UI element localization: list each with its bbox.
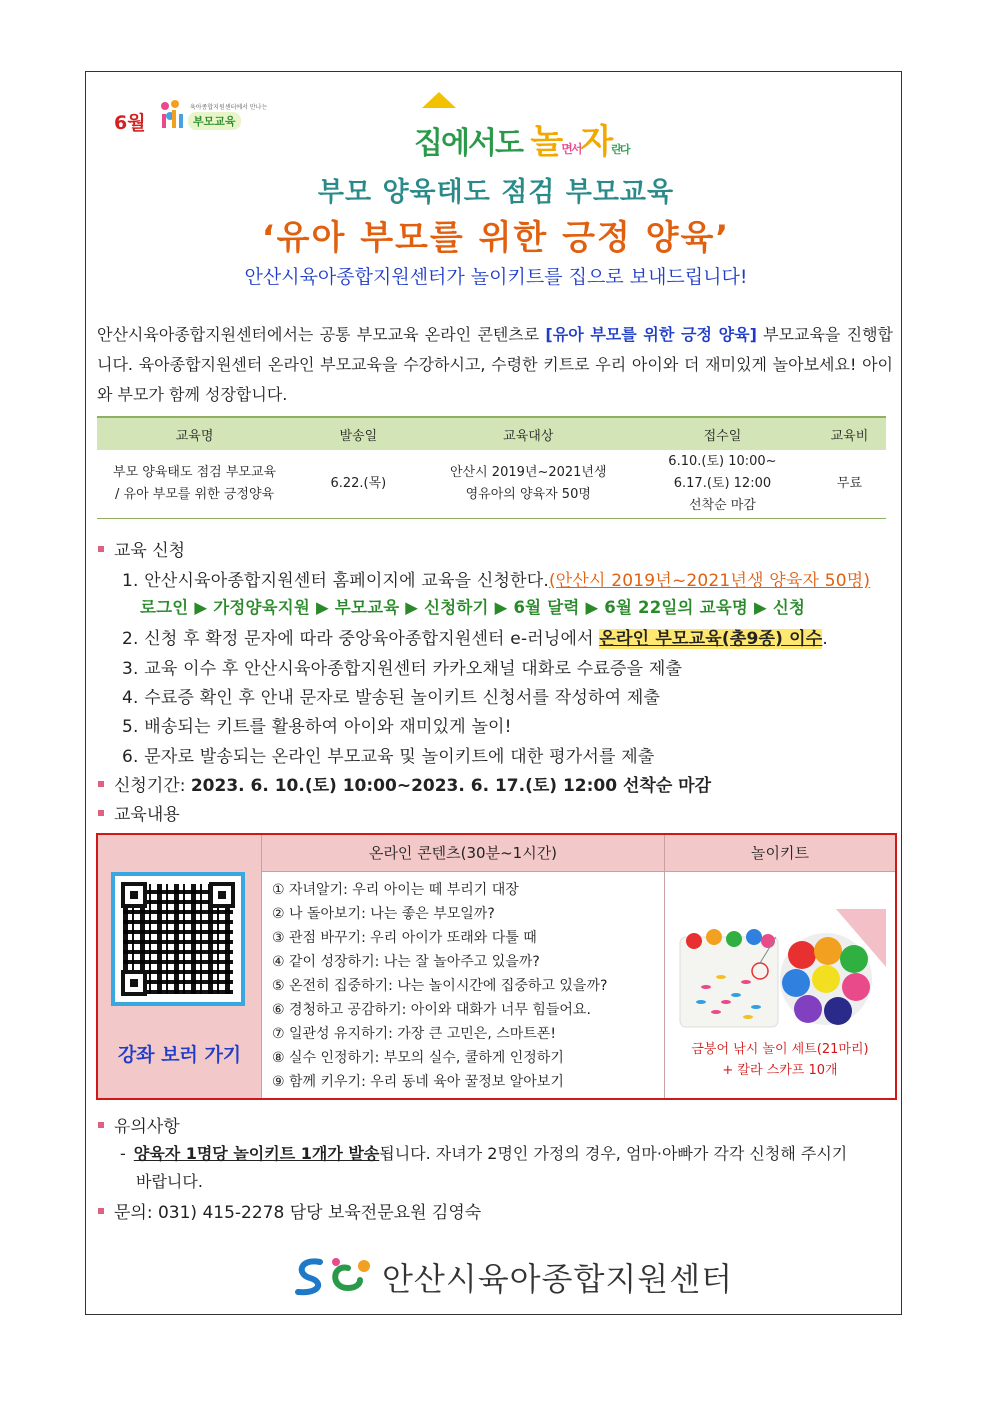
online-content-header: 온라인 콘텐츠(30분~1시간) xyxy=(262,835,665,872)
table-header: 발송일 xyxy=(292,417,424,450)
info-table xyxy=(97,416,886,519)
apply-period: 신청기간: 2023. 6. 10.(토) 10:00~2023. 6. 17.(토) 12:00 선착순 마감 xyxy=(98,771,711,796)
send-date-cell: 6.22.(목) xyxy=(292,450,424,519)
list-item: ⑦ 일관성 유지하기: 가장 큰 고민은, 스마트폰! xyxy=(272,1026,556,1042)
content-box xyxy=(96,833,897,1100)
footer-logo xyxy=(290,1250,734,1300)
bullet-icon xyxy=(98,781,104,787)
apply-heading: 교육 신청 xyxy=(98,536,185,561)
house-roof-icon xyxy=(422,92,456,108)
center-emblem-icon xyxy=(290,1254,376,1298)
table-row xyxy=(97,450,886,519)
intro-highlight: [유아 부모를 위한 긍정 양육] xyxy=(545,325,757,344)
table-header-row xyxy=(97,417,886,450)
bullet-icon xyxy=(98,546,104,552)
notes-heading: 유의사항 xyxy=(98,1112,180,1137)
table-header: 교육비 xyxy=(813,417,886,450)
kids-icon xyxy=(160,100,186,132)
intro-paragraph xyxy=(97,320,893,410)
list-item: ⑥ 경청하고 공감하기: 아이와 대화가 너무 힘들어요. xyxy=(272,1002,591,1018)
apply-step5: 5. 배송되는 키트를 활용하여 아이와 재미있게 놀이! xyxy=(122,717,512,737)
contact-line: 문의: 031) 415-2278 담당 보육전문요원 김영숙 xyxy=(98,1198,481,1223)
education-name-cell: 부모 양육태도 점검 부모교육 / 유아 부모를 위한 긍정양육 xyxy=(97,450,292,519)
intro-part1: 안산시육아종합지원센터에서는 공통 부모교육 온라인 콘텐츠로 xyxy=(97,325,546,344)
list-item: ④ 같이 성장하기: 나는 잘 놀아주고 있을까? xyxy=(272,954,540,970)
title-line2: ‘유아 부모를 위한 긍정 양육’ xyxy=(261,218,731,258)
list-item: ⑧ 실수 인정하기: 부모의 실수, 쿨하게 인정하기 xyxy=(272,1050,564,1066)
notes-body: - 양육자 1명당 놀이키트 1개가 발송됩니다. 자녀가 2명인 가정의 경우, 엄마·아빠가 각각 신청해 주시기 바랍니다. xyxy=(120,1144,848,1191)
qr-finder-icon xyxy=(121,970,147,996)
bullet-icon xyxy=(98,1208,104,1214)
qr-finder-icon xyxy=(121,882,147,908)
lecture-link[interactable]: 강좌 보러 가기 xyxy=(117,1044,242,1066)
title-line3: 안산시육아종합지원센터가 놀이키트를 집으로 보내드립니다! xyxy=(244,266,748,288)
apply-path: 로그인 ▶ 가정양육지원 ▶ 부모교육 ▶ 신청하기 ▶ 6월 달력 ▶ 6월 22일의 교육명 ▶ 신청 xyxy=(140,598,806,617)
logo-wordmark: 집에서도 놀면서자란다 xyxy=(414,122,629,162)
bullet-icon xyxy=(98,1122,104,1128)
logo-badge: 부모교육 xyxy=(188,112,241,130)
list-item: ② 나 돌아보기: 나는 좋은 부모일까? xyxy=(272,906,495,922)
home-play-logo xyxy=(410,92,629,162)
list-item: ⑨ 함께 키우기: 우리 동네 육아 꿀정보 알아보기 xyxy=(272,1074,564,1090)
footer-org-name: 안산시육아종합지원센터 xyxy=(382,1260,734,1298)
list-item: ⑤ 온전히 집중하기: 나는 놀이시간에 집중하고 있을까? xyxy=(272,978,608,994)
lecture-column xyxy=(98,835,262,1098)
apply-step2: 2. 신청 후 확정 문자에 따라 중앙육아종합지원센터 e-러닝에서 온라인 부모교육(총9종) 이수. xyxy=(122,629,829,649)
list-item: ③ 관점 바꾸기: 우리 아이가 또래와 다툴 때 xyxy=(272,930,537,946)
month-label: 6월 xyxy=(114,112,146,134)
kit-header: 놀이키트 xyxy=(665,835,895,872)
intro-part2: 부모교육을 진행합니다. 육아종합지원센터 온라인 부모교육을 수강하시고, 수령한 키트로 우리 아이와 더 재미있게 놀아보세요! 아이와 부모가 함께 성장합니다. xyxy=(97,325,893,404)
fee-cell: 무료 xyxy=(813,450,886,519)
table-header: 교육명 xyxy=(97,417,292,450)
content-heading: 교육내용 xyxy=(98,800,180,825)
kit-caption: 금붕어 낚시 놀이 세트(21마리) + 칼라 스카프 10개 xyxy=(691,1042,869,1078)
table-header: 접수일 xyxy=(632,417,813,450)
apply-date-cell: 6.10.(토) 10:00~ 6.17.(토) 12:00 선착순 마감 xyxy=(632,450,813,519)
apply-step6: 6. 문자로 발송되는 온라인 부모교육 및 놀이키트에 대한 평가서를 제출 xyxy=(122,747,655,767)
qr-code[interactable] xyxy=(111,872,245,1006)
bullet-icon xyxy=(98,810,104,816)
content-list xyxy=(272,878,607,1094)
table-header: 교육대상 xyxy=(425,417,632,450)
play-kit-image xyxy=(676,907,886,1042)
apply-step4: 4. 수료증 확인 후 안내 문자로 발송된 놀이키트 신청서를 작성하여 제출 xyxy=(122,688,661,708)
apply-step3: 3. 교육 이수 후 안산시육아종합지원센터 카카오채널 대화로 수료증을 제출 xyxy=(122,659,683,679)
apply-step1: 1. 안산시육아종합지원센터 홈페이지에 교육을 신청한다.(안산시 2019년~2021년생 양육자 50명) xyxy=(122,571,871,591)
title-line1: 부모 양육태도 점검 부모교육 xyxy=(317,177,675,208)
target-cell: 안산시 2019년~2021년생 영유아의 양육자 50명 xyxy=(425,450,632,519)
qr-finder-icon xyxy=(209,882,235,908)
parent-education-logo xyxy=(160,98,268,136)
list-item: ① 자녀알기: 우리 아이는 떼 부리기 대장 xyxy=(272,882,519,898)
logo-tagline: 육아종합지원센터에서 만나는 xyxy=(190,104,268,111)
